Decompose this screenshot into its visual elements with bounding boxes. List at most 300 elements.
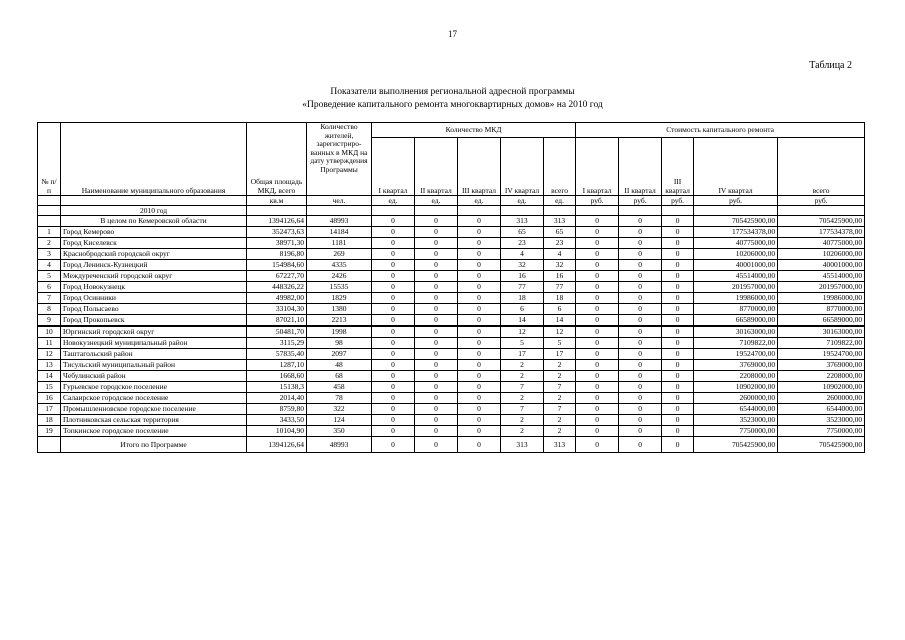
cell-c2: 0: [619, 216, 662, 227]
unit-residents: чел.: [307, 196, 372, 206]
cell-no: 18: [38, 415, 61, 426]
cell-m3: 0: [458, 282, 501, 293]
cell-c2: 0: [619, 371, 662, 382]
cell-c4: 45514000,00: [694, 271, 778, 282]
cell-m1: 0: [372, 338, 415, 349]
table-row: [38, 371, 865, 382]
cell-no: 16: [38, 393, 61, 404]
table-row: [38, 260, 865, 271]
unit-mkd-q2: ед.: [415, 196, 458, 206]
cell-residents: 48993: [307, 437, 372, 453]
cell-mt: 18: [544, 293, 576, 304]
cell-c4: 19524700,00: [694, 349, 778, 360]
cell-residents: 124: [307, 415, 372, 426]
cell-ct: 3523000,00: [778, 415, 865, 426]
cell-m4: 2: [501, 393, 544, 404]
cell-m2: 0: [415, 404, 458, 415]
cell-c2: 0: [619, 260, 662, 271]
cell-c1: 0: [576, 293, 619, 304]
cell-m1: 0: [372, 382, 415, 393]
year-spacer: [38, 206, 61, 216]
cell-m1: 0: [372, 216, 415, 227]
table-row: [38, 326, 865, 338]
cell-c4: 705425900,00: [694, 437, 778, 453]
cell-no: 1: [38, 227, 61, 238]
cell-name: Город Осинники: [61, 293, 247, 304]
cell-area: 15138,3: [247, 382, 307, 393]
cell-residents: 2213: [307, 315, 372, 327]
cell-c3: 0: [662, 360, 694, 371]
table-row: [38, 349, 865, 360]
cell-ct: 3769000,00: [778, 360, 865, 371]
cell-c4: 705425900,00: [694, 216, 778, 227]
cell-c2: 0: [619, 227, 662, 238]
cell-m1: 0: [372, 260, 415, 271]
table-row: [38, 382, 865, 393]
cell-name: Гурьевское городское поселение: [61, 382, 247, 393]
cell-m1: 0: [372, 360, 415, 371]
cell-no: 3: [38, 249, 61, 260]
cell-m2: 0: [415, 349, 458, 360]
cell-m2: 0: [415, 326, 458, 338]
cell-area: 3433,50: [247, 415, 307, 426]
unit-cost-q4: руб.: [694, 196, 778, 206]
cell-c2: 0: [619, 393, 662, 404]
unit-mkd-total: ед.: [544, 196, 576, 206]
table-row: [38, 426, 865, 437]
cell-m4: 2: [501, 371, 544, 382]
cell-mt: 77: [544, 282, 576, 293]
year-label: 2010 год: [61, 206, 247, 216]
table-row: [38, 404, 865, 415]
cell-area: 1394126,64: [247, 216, 307, 227]
unit-cost-q1: руб.: [576, 196, 619, 206]
cell-residents: 269: [307, 249, 372, 260]
cell-mt: 23: [544, 238, 576, 249]
cell-no: 8: [38, 304, 61, 315]
table-row: [38, 271, 865, 282]
cell-m4: 2: [501, 415, 544, 426]
table-row: [38, 315, 865, 327]
cell-m4: 32: [501, 260, 544, 271]
cell-residents: 78: [307, 393, 372, 404]
table-row: [38, 304, 865, 315]
table-body: [38, 216, 865, 437]
header-cost-q1: I квартал: [576, 138, 619, 196]
cell-m4: 2: [501, 360, 544, 371]
cell-ct: 7109822,00: [778, 338, 865, 349]
cell-c2: 0: [619, 382, 662, 393]
table-row: [38, 338, 865, 349]
cell-m2: 0: [415, 304, 458, 315]
cell-c1: 0: [576, 338, 619, 349]
unit-name: [61, 196, 247, 206]
cell-c4: 40001000,00: [694, 260, 778, 271]
cell-no: 9: [38, 315, 61, 327]
year-spacer: [307, 206, 372, 216]
cell-m3: 0: [458, 216, 501, 227]
table-row: [38, 293, 865, 304]
cell-residents: 1380: [307, 304, 372, 315]
cell-c2: 0: [619, 437, 662, 453]
header-cost-q4: IV квартал: [694, 138, 778, 196]
cell-c3: 0: [662, 326, 694, 338]
header-cost-q3: III квартал: [662, 138, 694, 196]
cell-mt: 7: [544, 404, 576, 415]
cell-no: 7: [38, 293, 61, 304]
cell-c3: 0: [662, 393, 694, 404]
cell-residents: 48993: [307, 216, 372, 227]
cell-m3: 0: [458, 315, 501, 327]
cell-m3: 0: [458, 426, 501, 437]
cell-name: Промышленновское городское поселение: [61, 404, 247, 415]
cell-residents: 68: [307, 371, 372, 382]
cell-m2: 0: [415, 293, 458, 304]
cell-c2: 0: [619, 315, 662, 327]
cell-name: Таштагольский район: [61, 349, 247, 360]
cell-c2: 0: [619, 349, 662, 360]
header-cost-q2: II квартал: [619, 138, 662, 196]
cell-c3: 0: [662, 282, 694, 293]
cell-c2: 0: [619, 304, 662, 315]
cell-area: 8196,80: [247, 249, 307, 260]
cell-m2: 0: [415, 338, 458, 349]
cell-c2: 0: [619, 326, 662, 338]
cell-m3: 0: [458, 326, 501, 338]
cell-m4: 5: [501, 338, 544, 349]
cell-c2: 0: [619, 404, 662, 415]
cell-c4: 6544000,00: [694, 404, 778, 415]
cell-c1: 0: [576, 238, 619, 249]
cell-c1: 0: [576, 382, 619, 393]
cell-c4: 10206000,00: [694, 249, 778, 260]
cell-c4: 3769000,00: [694, 360, 778, 371]
cell-m3: 0: [458, 293, 501, 304]
unit-cost-q2: руб.: [619, 196, 662, 206]
cell-m4: 14: [501, 315, 544, 327]
cell-c1: 0: [576, 415, 619, 426]
cell-residents: 15535: [307, 282, 372, 293]
cell-m2: 0: [415, 415, 458, 426]
cell-c1: 0: [576, 304, 619, 315]
page-number: 17: [448, 29, 457, 39]
cell-ct: 2208000,00: [778, 371, 865, 382]
cell-residents: 1829: [307, 293, 372, 304]
cell-no: 14: [38, 371, 61, 382]
cell-name: Тисульский муниципальный район: [61, 360, 247, 371]
cell-ct: 8770000,00: [778, 304, 865, 315]
cell-c3: 0: [662, 426, 694, 437]
cell-c1: 0: [576, 227, 619, 238]
cell-mt: 5: [544, 338, 576, 349]
cell-c4: 10902000,00: [694, 382, 778, 393]
cell-area: 38971,30: [247, 238, 307, 249]
cell-ct: 40001000,00: [778, 260, 865, 271]
cell-mt: 14: [544, 315, 576, 327]
cell-c1: 0: [576, 437, 619, 453]
cell-ct: 10206000,00: [778, 249, 865, 260]
cell-m4: 7: [501, 382, 544, 393]
cell-area: 154984,60: [247, 260, 307, 271]
cell-ct: 6544000,00: [778, 404, 865, 415]
cell-m2: 0: [415, 249, 458, 260]
cell-mt: 313: [544, 216, 576, 227]
cell-m1: 0: [372, 249, 415, 260]
cell-residents: 4335: [307, 260, 372, 271]
cell-c1: 0: [576, 282, 619, 293]
cell-residents: 1181: [307, 238, 372, 249]
cell-c2: 0: [619, 271, 662, 282]
header-name: Наименование муниципального образования: [61, 123, 247, 196]
cell-c4: 8770000,00: [694, 304, 778, 315]
cell-residents: 322: [307, 404, 372, 415]
cell-mt: 65: [544, 227, 576, 238]
cell-name: Междуреченский городской округ: [61, 271, 247, 282]
cell-area: 50481,70: [247, 326, 307, 338]
cell-m2: 0: [415, 271, 458, 282]
cell-m2: 0: [415, 426, 458, 437]
cell-residents: 98: [307, 338, 372, 349]
cell-m1: 0: [372, 437, 415, 453]
cell-ct: 45514000,00: [778, 271, 865, 282]
unit-mkd-q3: ед.: [458, 196, 501, 206]
cell-c3: 0: [662, 349, 694, 360]
cell-area: 49982,00: [247, 293, 307, 304]
cell-c2: 0: [619, 415, 662, 426]
unit-cost-q3: руб.: [662, 196, 694, 206]
cell-m1: 0: [372, 393, 415, 404]
cell-m2: 0: [415, 260, 458, 271]
cell-c3: 0: [662, 315, 694, 327]
cell-area: 1668,60: [247, 371, 307, 382]
cell-m2: 0: [415, 315, 458, 327]
cell-c4: 2600000,00: [694, 393, 778, 404]
cell-c4: 7109822,00: [694, 338, 778, 349]
cell-name: Плотниковская сельская территория: [61, 415, 247, 426]
cell-mt: 12: [544, 326, 576, 338]
cell-c1: 0: [576, 249, 619, 260]
header-mkd-q4: IV квартал: [501, 138, 544, 196]
cell-area: 1394126,64: [247, 437, 307, 453]
header-mkd-total: всего: [544, 138, 576, 196]
cell-area: 352473,63: [247, 227, 307, 238]
header-mkd-q2: II квартал: [415, 138, 458, 196]
cell-ct: 705425900,00: [778, 216, 865, 227]
year-spacer: [544, 206, 576, 216]
year-spacer: [247, 206, 307, 216]
cell-no: 5: [38, 271, 61, 282]
cell-m1: 0: [372, 238, 415, 249]
cell-m2: 0: [415, 393, 458, 404]
cell-c2: 0: [619, 282, 662, 293]
cell-no: 10: [38, 326, 61, 338]
header-residents: Количество жителей, зарегистриро-ванных в МКД на дату утверждения Программы: [307, 123, 372, 196]
year-spacer: [415, 206, 458, 216]
header-no: № п/п: [38, 123, 61, 196]
cell-c4: 19986000,00: [694, 293, 778, 304]
cell-c3: 0: [662, 415, 694, 426]
cell-name: Краснобродский городской округ: [61, 249, 247, 260]
cell-name: Город Новокузнецк: [61, 282, 247, 293]
unit-no: [38, 196, 61, 206]
cell-ct: 10902000,00: [778, 382, 865, 393]
cell-name: Чебулинский район: [61, 371, 247, 382]
cell-m1: 0: [372, 404, 415, 415]
cell-area: 33104,30: [247, 304, 307, 315]
cell-c1: 0: [576, 426, 619, 437]
cell-c3: 0: [662, 437, 694, 453]
cell-name: В целом по Кемеровской области: [61, 216, 247, 227]
cell-m1: 0: [372, 282, 415, 293]
cell-mt: 16: [544, 271, 576, 282]
cell-m3: 0: [458, 415, 501, 426]
cell-m1: 0: [372, 426, 415, 437]
cell-ct: 177534378,00: [778, 227, 865, 238]
cell-name: Салаирское городское поселение: [61, 393, 247, 404]
cell-c1: 0: [576, 315, 619, 327]
cell-c4: 3523000,00: [694, 415, 778, 426]
cell-c3: 0: [662, 271, 694, 282]
unit-area: кв.м: [247, 196, 307, 206]
cell-ct: 66589000,00: [778, 315, 865, 327]
cell-c3: 0: [662, 260, 694, 271]
cell-residents: 2426: [307, 271, 372, 282]
cell-area: 8759,80: [247, 404, 307, 415]
cell-m3: 0: [458, 382, 501, 393]
cell-m2: 0: [415, 437, 458, 453]
cell-mt: 17: [544, 349, 576, 360]
cell-m2: 0: [415, 371, 458, 382]
cell-m2: 0: [415, 360, 458, 371]
cell-m1: 0: [372, 293, 415, 304]
region-total-row: [38, 216, 865, 227]
cell-c3: 0: [662, 382, 694, 393]
cell-c3: 0: [662, 249, 694, 260]
cell-m4: 4: [501, 249, 544, 260]
table-row: [38, 238, 865, 249]
cell-m2: 0: [415, 216, 458, 227]
cell-m1: 0: [372, 349, 415, 360]
cell-residents: 2097: [307, 349, 372, 360]
cell-no: 4: [38, 260, 61, 271]
table-label: Таблица 2: [809, 60, 852, 71]
cell-mt: 2: [544, 371, 576, 382]
unit-mkd-q4: ед.: [501, 196, 544, 206]
table-row: [38, 249, 865, 260]
table-row: [38, 227, 865, 238]
cell-c4: 30163000,00: [694, 326, 778, 338]
cell-name: Город Киселевск: [61, 238, 247, 249]
cell-m3: 0: [458, 371, 501, 382]
cell-residents: 1998: [307, 326, 372, 338]
cell-c3: 0: [662, 216, 694, 227]
year-spacer: [694, 206, 778, 216]
cell-mt: 2: [544, 415, 576, 426]
program-total-row: [38, 437, 865, 453]
cell-m4: 65: [501, 227, 544, 238]
cell-m3: 0: [458, 349, 501, 360]
cell-c2: 0: [619, 238, 662, 249]
cell-name: Город Прокопьевск: [61, 315, 247, 327]
cell-m3: 0: [458, 249, 501, 260]
cell-mt: 32: [544, 260, 576, 271]
cell-name: Юргинский городской округ: [61, 326, 247, 338]
cell-residents: 350: [307, 426, 372, 437]
cell-ct: 2600000,00: [778, 393, 865, 404]
cell-c3: 0: [662, 304, 694, 315]
cell-m1: 0: [372, 304, 415, 315]
cell-no: 19: [38, 426, 61, 437]
cell-mt: 2: [544, 393, 576, 404]
cell-name: Город Полысаево: [61, 304, 247, 315]
cell-c1: 0: [576, 371, 619, 382]
year-spacer: [458, 206, 501, 216]
table-row: [38, 360, 865, 371]
header-area: Общая площадь МКД, всего: [247, 123, 307, 196]
cell-c2: 0: [619, 293, 662, 304]
cell-m3: 0: [458, 437, 501, 453]
year-spacer: [576, 206, 619, 216]
cell-m4: 17: [501, 349, 544, 360]
cell-name: Новокузнецкий муниципальный район: [61, 338, 247, 349]
cell-m3: 0: [458, 227, 501, 238]
document-title: [0, 86, 905, 112]
cell-area: 57835,40: [247, 349, 307, 360]
cell-m3: 0: [458, 304, 501, 315]
header-mkd-q1: I квартал: [372, 138, 415, 196]
cell-m4: 313: [501, 216, 544, 227]
cell-c3: 0: [662, 371, 694, 382]
cell-no: 13: [38, 360, 61, 371]
cell-area: 87021,10: [247, 315, 307, 327]
cell-c2: 0: [619, 360, 662, 371]
cell-c3: 0: [662, 338, 694, 349]
year-spacer: [778, 206, 865, 216]
cell-m3: 0: [458, 260, 501, 271]
cell-m3: 0: [458, 393, 501, 404]
cell-c2: 0: [619, 426, 662, 437]
header-mkd-group: Количество МКД: [372, 123, 576, 138]
table-row: [38, 282, 865, 293]
cell-c4: 2208000,00: [694, 371, 778, 382]
table-footer: [38, 437, 865, 453]
year-spacer: [501, 206, 544, 216]
cell-no: 11: [38, 338, 61, 349]
cell-m3: 0: [458, 404, 501, 415]
cell-c2: 0: [619, 249, 662, 260]
cell-area: 1287,10: [247, 360, 307, 371]
cell-mt: 313: [544, 437, 576, 453]
cell-no: [38, 216, 61, 227]
cell-m4: 16: [501, 271, 544, 282]
cell-c1: 0: [576, 260, 619, 271]
cell-m4: 313: [501, 437, 544, 453]
cell-mt: 7: [544, 382, 576, 393]
cell-c3: 0: [662, 227, 694, 238]
cell-c1: 0: [576, 393, 619, 404]
cell-m4: 12: [501, 326, 544, 338]
cell-residents: 458: [307, 382, 372, 393]
year-spacer: [619, 206, 662, 216]
cell-m4: 23: [501, 238, 544, 249]
cell-m3: 0: [458, 338, 501, 349]
cell-mt: 6: [544, 304, 576, 315]
cell-m4: 7: [501, 404, 544, 415]
cell-name: Топкинское городское поселение: [61, 426, 247, 437]
cell-m3: 0: [458, 360, 501, 371]
cell-c3: 0: [662, 238, 694, 249]
cell-no: 2: [38, 238, 61, 249]
